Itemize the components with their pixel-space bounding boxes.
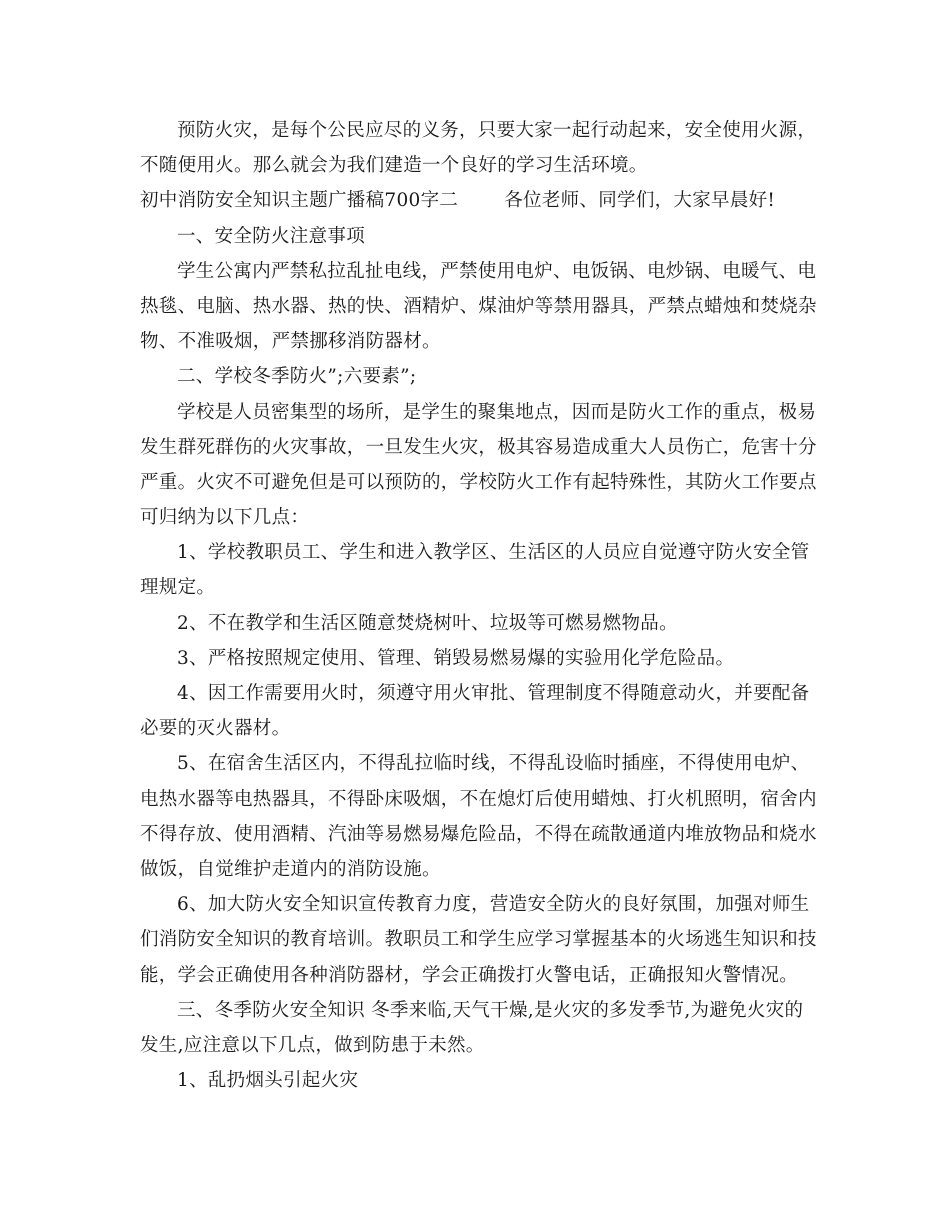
paragraph-line: 不随便用火。那么就会为我们建造一个良好的学习生活环境。	[140, 155, 648, 177]
paragraph-line: 发生,应注意以下几点，做到防患于未然。	[140, 1034, 485, 1056]
paragraph-line: 学校是人员密集型的场所，是学生的聚集地点，因而是防火工作的重点，极易	[177, 401, 817, 423]
list-item-continuation: 必要的灭火器材。	[140, 718, 291, 740]
list-item-continuation: 理规定。	[140, 577, 216, 599]
heading-line	[140, 183, 816, 218]
list-item: 2、不在教学和生活区随意焚烧树叶、垃圾等可燃易燃物品。	[177, 612, 678, 634]
paragraph-line: 学生公寓内严禁私拉乱扯电线，严禁使用电炉、电饭锅、电炒锅、电暖气、电	[177, 260, 817, 282]
list-item-continuation: 们消防安全知识的教育培训。教职员工和学生应学习掌握基本的火场逃生知识和技	[140, 929, 817, 951]
article-heading: 初中消防安全知识主题广播稿700字二	[140, 190, 459, 212]
paragraph-line: 严重。火灾不可避免但是可以预防的，学校防火工作有起特殊性，其防火工作要点	[140, 471, 817, 493]
document-page	[140, 113, 816, 1098]
list-item: 3、严格按照规定使用、管理、销毁易燃易爆的实验用化学危险品。	[177, 647, 735, 669]
paragraph-line: 物、不准吸烟，严禁挪移消防器材。	[140, 331, 441, 353]
section-heading: 一、安全防火注意事项	[177, 225, 366, 247]
list-item-continuation: 电热水器等电热器具，不得卧床吸烟，不在熄灯后使用蜡烛、打火机照明，宿舍内	[140, 788, 817, 810]
section-heading: 三、冬季防火安全知识 冬季来临,天气干燥,是火灾的多发季节,为避免火灾的	[177, 999, 804, 1021]
paragraph-line: 热毯、电脑、热水器、热的快、酒精炉、煤油炉等禁用器具，严禁点蜡烛和焚烧杂	[140, 295, 817, 317]
paragraph-line: 可归纳为以下几点：	[140, 507, 310, 529]
list-item-continuation: 能，学会正确使用各种消防器材，学会正确拨打火警电话，正确报知火警情况。	[140, 964, 799, 986]
list-item-continuation: 做饭，自觉维护走道内的消防设施。	[140, 858, 441, 880]
paragraph-line: 发生群死群伤的火灾事故，一旦发生火灾，极其容易造成重大人员伤亡，危害十分	[140, 436, 817, 458]
list-item-continuation: 不得存放、使用酒精、汽油等易燃易爆危险品，不得在疏散通道内堆放物品和烧水	[140, 823, 817, 845]
list-item: 5、在宿舍生活区内，不得乱拉临时线，不得乱设临时插座，不得使用电炉、	[177, 753, 810, 775]
section-heading: 二、学校冬季防火”;六要素”;	[177, 366, 417, 388]
greeting: 各位老师、同学们，大家早晨好!	[504, 190, 776, 212]
list-item: 4、因工作需要用火时，须遵守用火审批、管理制度不得随意动火，并要配备	[177, 683, 810, 704]
list-item: 1、乱扔烟头引起火灾	[177, 1070, 359, 1092]
list-item: 6、加大防火安全知识宣传教育力度，营造安全防火的良好氛围，加强对师生	[177, 894, 810, 916]
paragraph-line: 预防火灾，是每个公民应尽的义务，只要大家一起行动起来，安全使用火源，	[177, 120, 817, 141]
list-item: 1、学校教职员工、学生和进入教学区、生活区的人员应自觉遵守防火安全管	[177, 542, 810, 564]
